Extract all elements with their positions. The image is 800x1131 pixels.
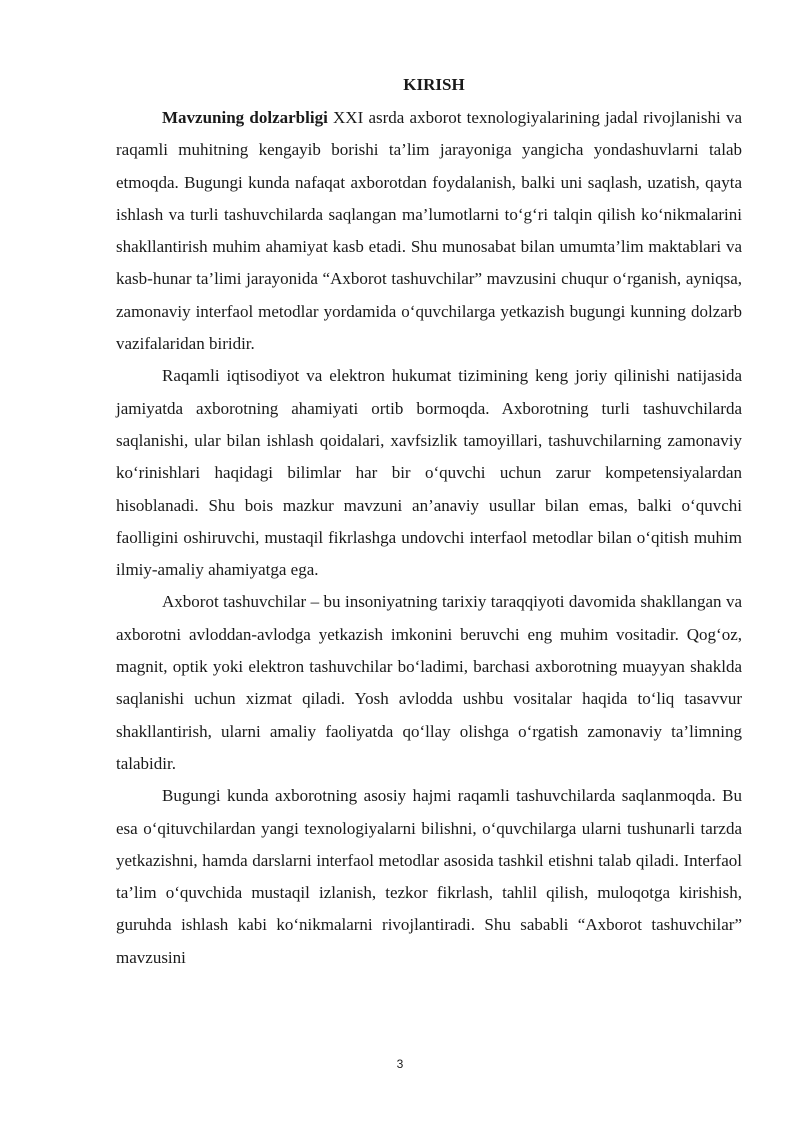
paragraph-lead: Mavzuning dolzarbligi: [162, 108, 328, 127]
page-number: 3: [396, 1057, 404, 1071]
paragraph-digital-economy: Raqamli iqtisodiyot va elektron hukumat tizimining keng joriy qilinishi natijasida jamiyatda axborotning ahamiyati ortib bormoqda. Axborotning turli tashuvchilarda saqlanishi, ular bilan ishlash qoidalari, xavfsizlik tamoyillari, tashuvchilarning zamonaviy ko‘rinishlari haqidagi bilimlar har bir o‘quvchi uchun zarur kompetensiyalardan hisoblanadi. Shu bois mazkur mavzuni an’anaviy usullar bilan emas, balki o‘quvchi faolligini oshiruvchi, mustaqil fikrlashga undovchi interfaol metodlar bilan o‘qitish muhim ilmiy-amaliy ahamiyatga ega.: [116, 366, 742, 580]
paragraph-information-carriers: Axborot tashuvchilar – bu insoniyatning tarixiy taraqqiyoti davomida shakllangan va axborotni avloddan-avlodga yetkazish imkonini beruvchi eng muhim vositadir. Qog‘oz, magnit, optik yoki elektron tashuvchilar bo‘ladimi, barchasi axborotning muayyan shaklda saqlanishi uchun xizmat qiladi. Yosh avlodda ushbu vositalar haqida to‘liq tasavvur shakllantirish, ularni amaliy faoliyatda qo‘llay olishga o‘rgatish zamonaviy ta’limning talabidir.: [116, 592, 742, 773]
paragraph-digital-storage: Bugungi kunda axborotning asosiy hajmi raqamli tashuvchilarda saqlanmoqda. Bu esa o‘qituvchilardan yangi texnologiyalarni bilishni, o‘quvchilarga ularni tushunarli tarzda yetkazishni, hamda darslarni interfaol metodlar asosida tashkil etishni talab qiladi. Interfaol ta’lim o‘quvchida mustaqil izlanish, tezkor fikrlash, tahlil qilish, muloqotga kirishish, guruhda ishlash kabi ko‘nikmalarni rivojlantiradi. Shu sababli “Axborot tashuvchilar” mavzusini: [116, 786, 742, 967]
paragraph-text: XXI asrda axborot texnologiyalarining jadal rivojlanishi va raqamli muhitning kengayib borishi ta’lim jarayoniga yangicha yondashuvlarni talab etmoqda. Bugungi kunda nafaqat axborotdan foydalanish, balki uni saqlash, uzatish, qayta ishlash va turli tashuvchilarda saqlangan ma’lumotlarni to‘g‘ri talqin qilish ko‘nikmalarini shakllantirish muhim ahamiyat kasb etadi. Shu munosabat bilan umumta’lim maktablari va kasb-hunar ta’limi jarayonida “Axborot tashuvchilar” mavzusini chuqur o‘rganish, ayniqsa, zamonaviy interfaol metodlar yordamida o‘quvchilarga yetkazish bugungi kunning dolzarb vazifalaridan biridir.: [116, 108, 742, 354]
section-title: KIRISH: [403, 75, 465, 94]
paragraph-relevance: [116, 102, 742, 360]
